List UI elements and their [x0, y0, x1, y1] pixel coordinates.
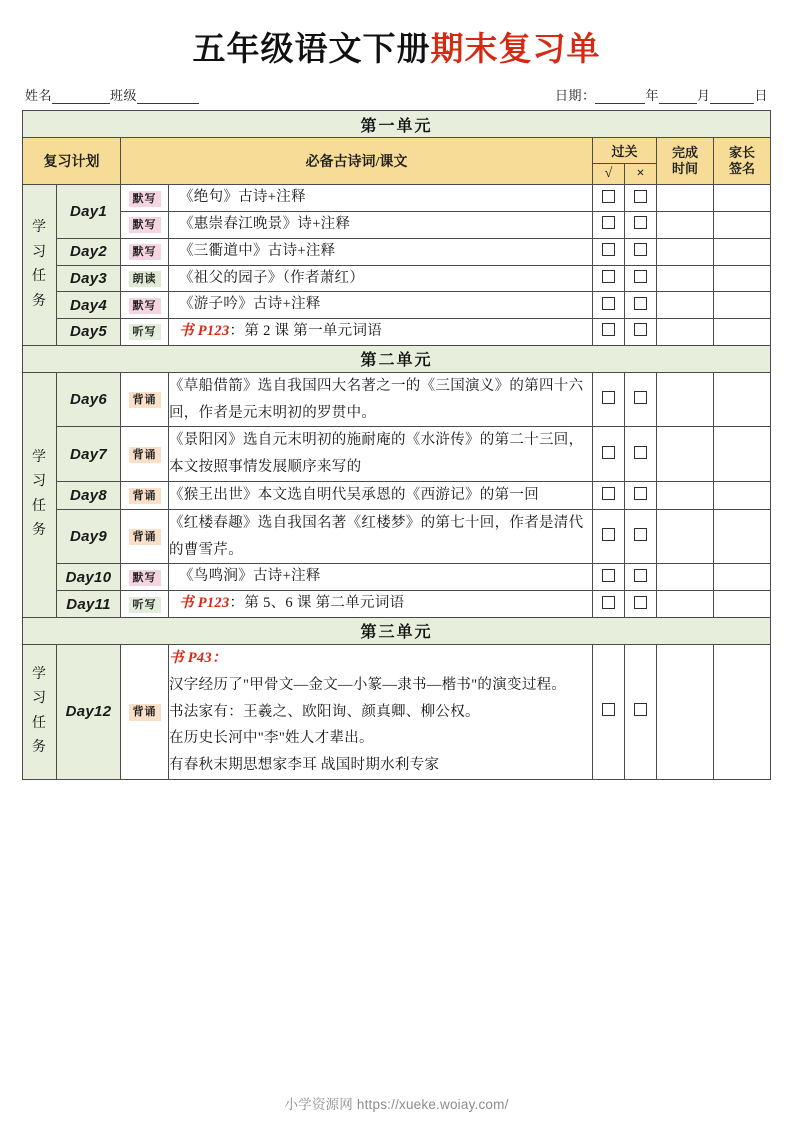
- header-pass-no: ×: [624, 163, 656, 185]
- pass-checkbox-cell: [592, 591, 624, 618]
- finish-time-cell[interactable]: [656, 482, 713, 510]
- pass-checkbox-cell: [592, 212, 624, 239]
- finish-time-cell[interactable]: [656, 212, 713, 239]
- checkbox[interactable]: [634, 190, 647, 203]
- pass-checkbox-cell: [592, 292, 624, 319]
- pass-checkbox-cell: [592, 482, 624, 510]
- task-label-cell: [23, 185, 57, 346]
- checkbox[interactable]: [634, 391, 647, 404]
- day-label-Day4: Day4: [57, 292, 121, 319]
- task-label-char-3: 务: [32, 740, 47, 756]
- pass-checkbox-cell: [592, 265, 624, 292]
- task-type-tag: 默写: [129, 570, 161, 586]
- pass-checkbox-cell: [624, 319, 656, 346]
- parent-sign-cell[interactable]: [713, 265, 770, 292]
- day-label-Day6: Day6: [57, 372, 121, 427]
- checkbox[interactable]: [602, 297, 615, 310]
- pass-checkbox-cell: [592, 564, 624, 591]
- task-type-tag: 默写: [129, 298, 161, 314]
- checkbox[interactable]: [634, 528, 647, 541]
- lesson-content: [169, 591, 593, 618]
- day-label: 日: [754, 88, 768, 104]
- parent-sign-cell[interactable]: [713, 427, 770, 482]
- task-type-tag-cell: [121, 564, 169, 591]
- pass-checkbox-cell: [624, 482, 656, 510]
- header-parent-sign: [713, 138, 770, 185]
- checkbox[interactable]: [602, 270, 615, 283]
- day-label-Day7: Day7: [57, 427, 121, 482]
- task-label-char-2: 任: [32, 269, 47, 284]
- header-parent-sign-line1: 家长: [728, 145, 755, 160]
- checkbox[interactable]: [634, 446, 647, 459]
- lesson-content: [169, 292, 593, 319]
- unit-band-title: 第一单元: [23, 111, 771, 138]
- day-label-Day3: Day3: [57, 265, 121, 292]
- content-text: 《游子吟》古诗+注释: [179, 296, 321, 313]
- lesson-content: [169, 427, 593, 482]
- unit-band-title: 第三单元: [23, 617, 771, 644]
- checkbox[interactable]: [634, 569, 647, 582]
- footer-watermark: 小学资源网 https://xueke.woiay.com/: [284, 1097, 509, 1112]
- content-text: 《草船借箭》选自我国四大名著之一的《三国演义》的第四十六回，作者是元末明初的罗贯中。: [169, 377, 584, 421]
- content-text: 《祖父的园子》（作者萧红）: [179, 269, 365, 286]
- lesson-content: [169, 319, 593, 346]
- task-type-tag: 听写: [129, 597, 161, 613]
- checkbox[interactable]: [602, 190, 615, 203]
- task-type-tag-cell: [121, 591, 169, 618]
- task-type-tag-cell: [121, 482, 169, 510]
- checkbox[interactable]: [602, 391, 615, 404]
- lesson-content: [169, 564, 593, 591]
- pass-checkbox-cell: [592, 427, 624, 482]
- book-ref-red: [169, 645, 592, 672]
- checkbox[interactable]: [602, 528, 615, 541]
- name-label: 姓名: [25, 88, 53, 104]
- task-type-tag-cell: [121, 509, 169, 564]
- page-title: [22, 0, 771, 75]
- task-type-tag-cell: [121, 372, 169, 427]
- content-line-1: 书法家有：王羲之、欧阳询、颜真卿、柳公权。: [169, 703, 480, 720]
- day-label-Day2: Day2: [57, 238, 121, 265]
- table-row: [23, 292, 771, 319]
- pass-checkbox-cell: [592, 509, 624, 564]
- table-row: [23, 265, 771, 292]
- class-label: 班级: [110, 88, 138, 104]
- table-row: [23, 591, 771, 618]
- checkbox[interactable]: [602, 216, 615, 229]
- checkbox[interactable]: [602, 596, 615, 609]
- header-pass: 过关: [592, 138, 656, 163]
- task-label-char-1: 习: [32, 474, 47, 490]
- finish-time-cell[interactable]: [656, 185, 713, 212]
- checkbox[interactable]: [602, 243, 615, 256]
- header-review-plan: 复习计划: [23, 138, 121, 185]
- content-rest-text: ：第 5、6 课 第二单元词语: [229, 595, 405, 612]
- parent-sign-cell[interactable]: [713, 591, 770, 618]
- task-label-char-3: 务: [32, 523, 47, 539]
- checkbox[interactable]: [602, 323, 615, 336]
- lesson-content: [169, 265, 593, 292]
- finish-time-cell[interactable]: [656, 238, 713, 265]
- table-row: [23, 427, 771, 482]
- table-row: [23, 564, 771, 591]
- task-type-tag: 默写: [129, 191, 161, 207]
- year-input-blank[interactable]: [595, 91, 645, 104]
- day-label-Day8: Day8: [57, 482, 121, 510]
- book-ref-text: 书 P43：: [169, 649, 227, 666]
- lesson-content: [169, 185, 593, 212]
- finish-time-cell[interactable]: [656, 319, 713, 346]
- finish-time-cell[interactable]: [656, 372, 713, 427]
- parent-sign-cell[interactable]: [713, 212, 770, 239]
- checkbox[interactable]: [602, 703, 615, 716]
- book-ref-text: 书 P123: [179, 323, 230, 339]
- title-black-part: 五年级语文下册: [192, 32, 431, 68]
- table-row: [23, 482, 771, 510]
- checkbox[interactable]: [634, 243, 647, 256]
- table-row: [23, 212, 771, 239]
- content-text: 《猴王出世》本文选自明代吴承恩的《西游记》的第一回: [169, 487, 539, 503]
- checkbox[interactable]: [602, 446, 615, 459]
- checkbox[interactable]: [634, 216, 647, 229]
- checkbox[interactable]: [634, 703, 647, 716]
- content-line-2: 在历史长河中"李"姓人才辈出。: [169, 730, 374, 747]
- header-parent-sign-line2: 签名: [728, 161, 755, 177]
- task-label-char-0: 学: [32, 449, 47, 465]
- finish-time-cell[interactable]: [656, 509, 713, 564]
- day-input-blank[interactable]: [710, 91, 754, 104]
- finish-time-cell[interactable]: [656, 644, 713, 779]
- checkbox[interactable]: [602, 487, 615, 500]
- parent-sign-cell[interactable]: [713, 319, 770, 346]
- unit-band-title: 第二单元: [23, 345, 771, 372]
- name-input-blank[interactable]: [52, 91, 110, 104]
- task-label-char-0: 学: [32, 220, 47, 235]
- parent-sign-cell[interactable]: [713, 372, 770, 427]
- book-ref-text: 书 P123: [179, 595, 230, 612]
- task-label-char-0: 学: [32, 666, 47, 682]
- day-label-Day5: Day5: [57, 319, 121, 346]
- pass-checkbox-cell: [592, 319, 624, 346]
- table-row: [23, 509, 771, 564]
- day-label-Day11: Day11: [57, 591, 121, 618]
- task-label-char-2: 任: [32, 715, 47, 731]
- task-type-tag-cell: [121, 319, 169, 346]
- unit-band-row: [23, 345, 771, 372]
- finish-time-cell[interactable]: [656, 427, 713, 482]
- finish-time-cell[interactable]: [656, 265, 713, 292]
- pass-checkbox-cell: [624, 427, 656, 482]
- table-row: [23, 372, 771, 427]
- task-type-tag-cell: [121, 292, 169, 319]
- day-label-Day12: Day12: [57, 644, 121, 779]
- pass-checkbox-cell: [592, 238, 624, 265]
- parent-sign-cell[interactable]: [713, 238, 770, 265]
- task-label-char-1: 习: [32, 691, 47, 707]
- finish-time-cell[interactable]: [656, 564, 713, 591]
- content-line-3: 有春秋末期思想家李耳 战国时期水利专家: [169, 757, 440, 774]
- parent-sign-cell[interactable]: [713, 292, 770, 319]
- parent-sign-cell[interactable]: [713, 185, 770, 212]
- task-type-tag: 背诵: [129, 392, 161, 408]
- task-type-tag-cell: [121, 212, 169, 239]
- parent-sign-cell[interactable]: [713, 564, 770, 591]
- task-type-tag-cell: [121, 427, 169, 482]
- title-red-part: 期末复习单: [430, 32, 601, 68]
- unit-band-row: [23, 617, 771, 644]
- table-row: [23, 185, 771, 212]
- lesson-content: [169, 372, 593, 427]
- student-meta-row: [22, 75, 771, 110]
- pass-checkbox-cell: [624, 292, 656, 319]
- lesson-content: [169, 482, 593, 510]
- checkbox[interactable]: [634, 270, 647, 283]
- parent-sign-cell[interactable]: [713, 509, 770, 564]
- task-label-char-2: 任: [32, 498, 47, 514]
- day-label-Day10: Day10: [57, 564, 121, 591]
- unit-band-row: [23, 111, 771, 138]
- month-input-blank[interactable]: [659, 91, 697, 104]
- task-type-tag: 背诵: [129, 529, 161, 545]
- task-type-tag: 背诵: [129, 447, 161, 463]
- task-type-tag-cell: [121, 644, 169, 779]
- checkbox[interactable]: [602, 569, 615, 582]
- task-label-cell: [23, 644, 57, 779]
- content-text: 《红楼春趣》选自我国名著《红楼梦》的第七十回，作者是清代的曹雪芹。: [169, 514, 584, 558]
- day-label-Day9: Day9: [57, 509, 121, 564]
- content-rest-text: ：第 2 课 第一单元词语: [229, 323, 383, 339]
- lesson-content: [169, 509, 593, 564]
- class-input-blank[interactable]: [137, 91, 199, 104]
- content-line-0: 汉字经历了"甲骨文—金文—小篆—隶书—楷书"的演变过程。: [169, 676, 567, 693]
- pass-checkbox-cell: [624, 372, 656, 427]
- year-label: 年: [645, 88, 659, 104]
- task-type-tag-cell: [121, 265, 169, 292]
- checkbox[interactable]: [634, 297, 647, 310]
- lesson-content: [169, 238, 593, 265]
- content-text: 《鸟鸣涧》古诗+注释: [179, 568, 321, 585]
- header-finish-time: [656, 138, 713, 185]
- header-finish-time-line1: 完成: [671, 145, 698, 160]
- finish-time-cell[interactable]: [656, 591, 713, 618]
- content-text: 《绝句》古诗+注释: [179, 189, 306, 206]
- task-type-tag-cell: [121, 238, 169, 265]
- parent-sign-cell[interactable]: [713, 482, 770, 510]
- task-type-tag: 朗读: [129, 271, 161, 287]
- content-text: 《景阳冈》选自元末明初的施耐庵的《水浒传》的第二十三回，本文按照事情发展顺序来写的: [169, 432, 584, 476]
- table-row: [23, 644, 771, 779]
- checkbox[interactable]: [634, 596, 647, 609]
- task-type-tag: 默写: [129, 244, 161, 260]
- table-header-row: [23, 138, 771, 163]
- pass-checkbox-cell: [592, 644, 624, 779]
- task-label-char-3: 务: [32, 293, 47, 309]
- pass-checkbox-cell: [624, 591, 656, 618]
- header-pass-ok: √: [592, 163, 624, 185]
- task-label-char-1: 习: [32, 244, 47, 260]
- task-label-cell: [23, 372, 57, 617]
- checkbox[interactable]: [634, 323, 647, 336]
- parent-sign-cell[interactable]: [713, 644, 770, 779]
- table-row: [23, 238, 771, 265]
- review-plan-table: [22, 110, 771, 780]
- task-type-tag: 背诵: [129, 704, 161, 720]
- day-label-Day1: Day1: [57, 185, 121, 239]
- checkbox[interactable]: [634, 487, 647, 500]
- pass-checkbox-cell: [624, 564, 656, 591]
- pass-checkbox-cell: [624, 185, 656, 212]
- task-type-tag-cell: [121, 185, 169, 212]
- pass-checkbox-cell: [624, 265, 656, 292]
- header-content: 必备古诗词/课文: [121, 138, 593, 185]
- content-text: 《三衢道中》古诗+注释: [179, 242, 336, 259]
- lesson-content: [169, 644, 593, 779]
- pass-checkbox-cell: [624, 212, 656, 239]
- table-row: [23, 319, 771, 346]
- task-type-tag: 听写: [129, 324, 161, 340]
- date-label: 日期：: [554, 88, 596, 104]
- pass-checkbox-cell: [624, 644, 656, 779]
- task-type-tag: 默写: [129, 217, 161, 233]
- task-type-tag: 背诵: [129, 488, 161, 504]
- pass-checkbox-cell: [592, 185, 624, 212]
- pass-checkbox-cell: [624, 238, 656, 265]
- pass-checkbox-cell: [624, 509, 656, 564]
- pass-checkbox-cell: [592, 372, 624, 427]
- content-text: 《惠崇春江晚景》诗+注释: [179, 216, 351, 232]
- finish-time-cell[interactable]: [656, 292, 713, 319]
- lesson-content: [169, 212, 593, 239]
- month-label: 月: [696, 88, 711, 104]
- header-finish-time-line2: 时间: [671, 161, 698, 177]
